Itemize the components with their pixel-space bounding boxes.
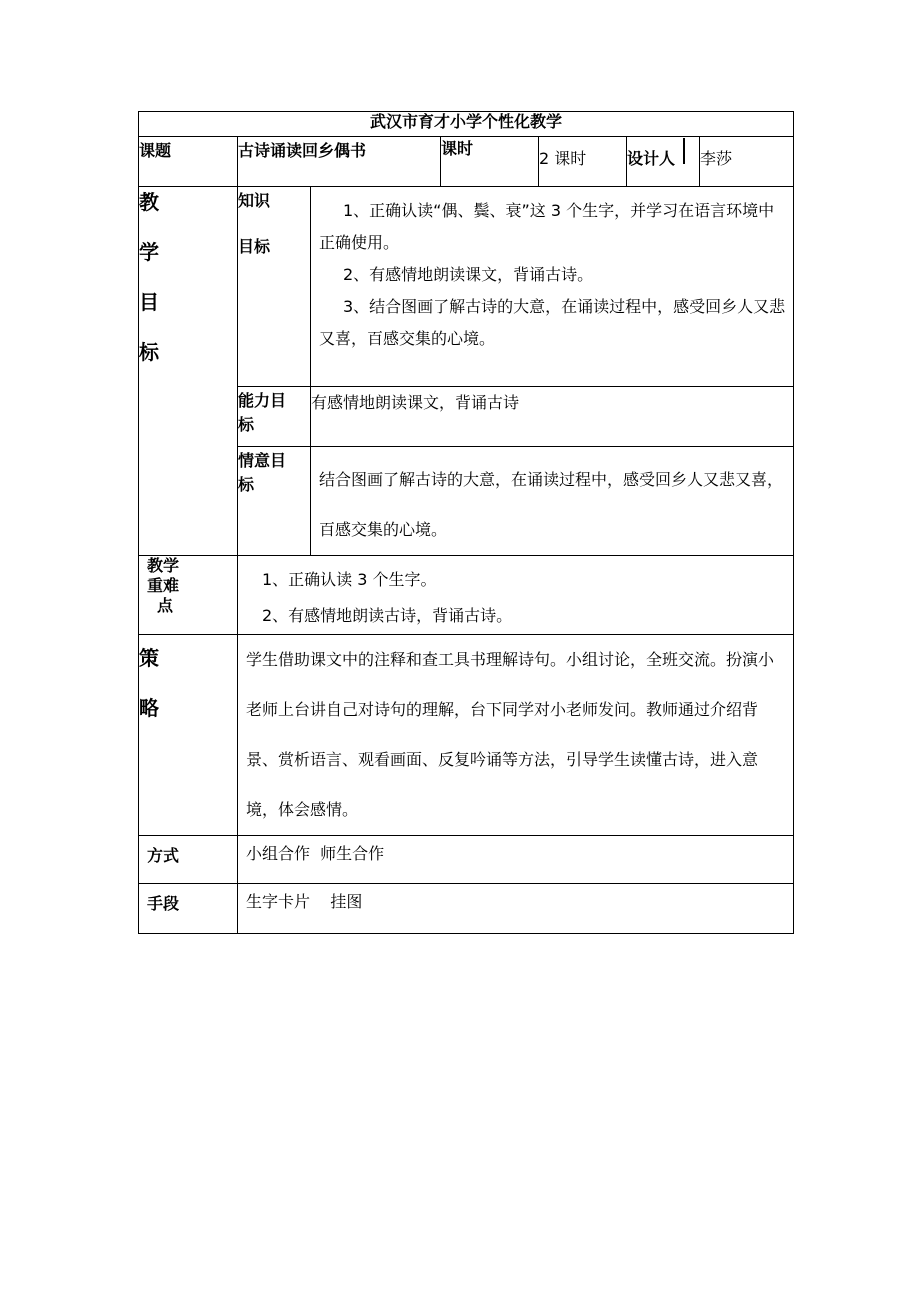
knowledge-goal-label bbox=[238, 187, 311, 387]
strategy-label bbox=[139, 635, 238, 836]
ability-goal-label-line2: 标 bbox=[238, 415, 255, 434]
topic-label: 课题 bbox=[139, 137, 238, 187]
emotion-goal-text: 结合图画了解古诗的大意，在诵读过程中，感受回乡人又悲又喜，百感交集的心境。 bbox=[311, 447, 794, 556]
key-points-content bbox=[238, 556, 794, 635]
period-label: 课时 bbox=[441, 137, 539, 187]
strategy-text: 学生借助课文中的注释和查工具书理解诗句。小组讨论，全班交流。扮演小老师上台讲自己对诗句的理解，台下同学对小老师发问。教师通过介绍背景、赏析语言、观看画面、反复吟诵等方法，引导学生读懂古诗，进入意境，体会感情。 bbox=[238, 635, 794, 836]
goals-label bbox=[139, 187, 238, 556]
key-points-label-line2: 重难 bbox=[147, 576, 180, 595]
key-point-item: 2、有感情地朗读古诗，背诵古诗。 bbox=[262, 606, 513, 625]
ability-goal-text: 有感情地朗读课文，背诵古诗 bbox=[311, 387, 794, 447]
designer-label bbox=[627, 137, 700, 187]
key-points-label-line1: 教学 bbox=[147, 556, 180, 575]
method-label: 方式 bbox=[139, 836, 238, 884]
knowledge-goal-label-line1: 知识 bbox=[238, 191, 271, 210]
knowledge-goal-item: 3、结合图画了解古诗的大意，在诵读过程中，感受回乡人又悲又喜，百感交集的心境。 bbox=[319, 297, 786, 348]
means-text: 生字卡片 挂图 bbox=[238, 884, 794, 934]
period-value: 2 课时 bbox=[539, 137, 627, 187]
strategy-label-char-2: 略 bbox=[139, 696, 159, 720]
goals-label-char-2: 学 bbox=[139, 240, 159, 264]
goals-label-char-1: 教 bbox=[139, 190, 159, 214]
key-points-label bbox=[139, 556, 238, 635]
ability-goal-label-line1: 能力目 bbox=[238, 391, 287, 410]
knowledge-goal-item: 2、有感情地朗读课文，背诵古诗。 bbox=[343, 265, 594, 284]
key-point-item: 1、正确认读 3 个生字。 bbox=[262, 570, 437, 589]
lesson-plan-table bbox=[138, 111, 794, 934]
divider-mark bbox=[683, 138, 685, 164]
emotion-goal-label bbox=[238, 447, 311, 556]
emotion-goal-label-line2: 标 bbox=[238, 475, 255, 494]
strategy-label-char-1: 策 bbox=[139, 646, 159, 670]
ability-goal-label bbox=[238, 387, 311, 447]
goals-label-char-3: 目 bbox=[139, 290, 159, 314]
designer-value: 李莎 bbox=[700, 137, 794, 187]
method-text: 小组合作 师生合作 bbox=[238, 836, 794, 884]
emotion-goal-label-line1: 情意目 bbox=[238, 451, 287, 470]
goals-label-char-4: 标 bbox=[139, 340, 159, 364]
knowledge-goal-item: 1、正确认读“偶、鬓、衰”这 3 个生字，并学习在语言环境中正确使用。 bbox=[319, 201, 775, 252]
designer-label-text: 设计人 bbox=[627, 149, 676, 168]
key-points-label-line3: 点 bbox=[157, 596, 174, 615]
document-title: 武汉市育才小学个性化教学 bbox=[139, 112, 794, 137]
knowledge-goal-content bbox=[311, 187, 794, 387]
means-label: 手段 bbox=[139, 884, 238, 934]
topic-value: 古诗诵读回乡偶书 bbox=[238, 137, 441, 187]
knowledge-goal-label-line2: 目标 bbox=[238, 237, 271, 256]
